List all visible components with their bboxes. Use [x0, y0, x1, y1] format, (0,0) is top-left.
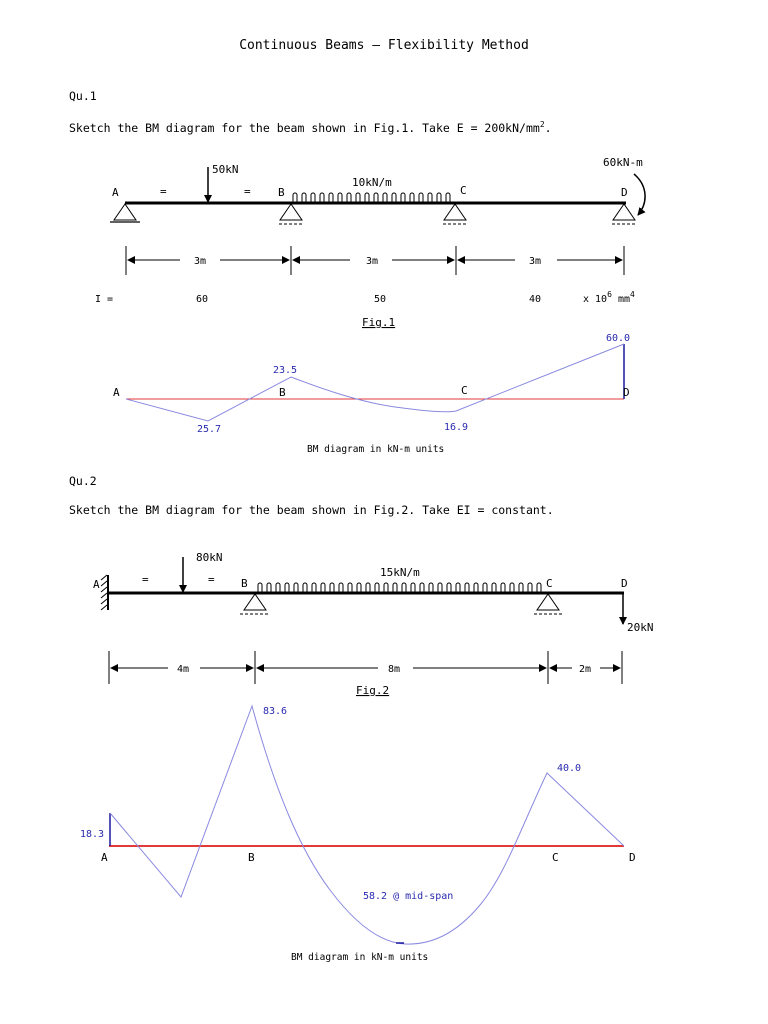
bm2-node-b: B	[248, 851, 255, 864]
bm2-diagram	[80, 706, 636, 963]
bm1-caption: BM diagram in kN-m units	[307, 444, 445, 455]
fig1-support-c	[443, 204, 467, 224]
fig2-span-cd: 2m	[579, 664, 592, 675]
bm2-node-d: D	[629, 851, 636, 864]
q2-heading: Qu.2	[69, 474, 97, 488]
fig1-support-a	[110, 204, 140, 222]
fig2-node-d: D	[621, 577, 628, 590]
q1-heading: Qu.1	[69, 89, 97, 103]
fig1-support-d	[612, 204, 636, 224]
fig1-inertia-unit: x $10^6$ $mm^4$	[583, 290, 635, 305]
fig2-span-ab: 4m	[177, 664, 190, 675]
bm2-value-b: 83.6	[263, 706, 288, 717]
fig1-point-load-label: 50kN	[212, 163, 239, 176]
bm2-caption: BM diagram in kN-m units	[291, 952, 429, 963]
fig1-span-bc: 3m	[366, 256, 379, 267]
bm1-value-bc: 16.9	[444, 422, 469, 433]
fig1-span-ab: 3m	[194, 256, 207, 267]
bm1-value-ab: 25.7	[197, 424, 222, 435]
fig1-support-b	[279, 204, 303, 224]
fig2-udl-label: 15kN/m	[380, 566, 420, 579]
q1-question: Sketch the BM diagram for the beam shown in Fig.1. Take $E = 200kN/mm^2$.	[69, 120, 552, 135]
fig1-caption: Fig.1	[362, 316, 396, 329]
bm1-curve	[126, 344, 624, 421]
fig1-inertia-cd: 40	[529, 294, 542, 305]
fig2-beam-diagram	[93, 551, 654, 697]
fig2-span-bc: 8m	[388, 664, 401, 675]
fig1-inertia-ab: 60	[196, 294, 209, 305]
fig2-fixed-support-a	[101, 575, 108, 610]
fig1-node-c: C	[460, 184, 467, 197]
bm2-value-midspan: 58.2 @ mid-span	[363, 891, 454, 902]
fig1-node-a: A	[112, 186, 119, 199]
fig2-udl-coils	[258, 583, 541, 592]
fig2-node-a: A	[93, 578, 100, 591]
bm1-node-d: D	[623, 386, 630, 399]
bm1-value-d: 60.0	[606, 333, 631, 344]
fig2-support-c	[534, 594, 562, 614]
bm2-node-c: C	[552, 851, 559, 864]
fig1-udl-coils	[293, 193, 450, 202]
fig2-point-load-label: 80kN	[196, 551, 223, 564]
fig2-support-b	[240, 594, 270, 614]
fig1-moment-label: 60kN-m	[603, 156, 643, 169]
fig2-caption: Fig.2	[356, 684, 390, 697]
fig1-equal-mark-1: =	[160, 185, 167, 198]
fig1-node-d: D	[621, 186, 628, 199]
fig2-tip-load-label: 20kN	[627, 621, 654, 634]
bm1-node-c: C	[461, 384, 468, 397]
fig2-node-b: B	[241, 577, 248, 590]
bm1-diagram	[113, 333, 630, 455]
fig1-moment-arrow	[634, 174, 645, 215]
fig2-equal-mark-1: =	[142, 573, 149, 586]
fig1-inertia-label: I =	[95, 294, 114, 305]
bm1-value-b: 23.5	[273, 365, 298, 376]
bm2-value-a: 18.3	[80, 829, 105, 840]
q2-question: Sketch the BM diagram for the beam shown in Fig.2. Take EI = constant.	[69, 503, 554, 517]
bm2-node-a: A	[101, 851, 108, 864]
fig1-node-b: B	[278, 186, 285, 199]
fig1-inertia-bc: 50	[374, 294, 387, 305]
bm2-value-c: 40.0	[557, 763, 582, 774]
bm1-node-a: A	[113, 386, 120, 399]
fig1-equal-mark-2: =	[244, 185, 251, 198]
fig2-node-c: C	[546, 577, 553, 590]
page-title: Continuous Beams – Flexibility Method	[239, 38, 529, 53]
fig1-udl-label: 10kN/m	[352, 176, 392, 189]
bm1-node-b: B	[279, 386, 286, 399]
fig2-equal-mark-2: =	[208, 573, 215, 586]
bm2-curve	[110, 706, 624, 944]
fig1-beam-diagram	[95, 156, 645, 329]
fig1-span-cd: 3m	[529, 256, 542, 267]
